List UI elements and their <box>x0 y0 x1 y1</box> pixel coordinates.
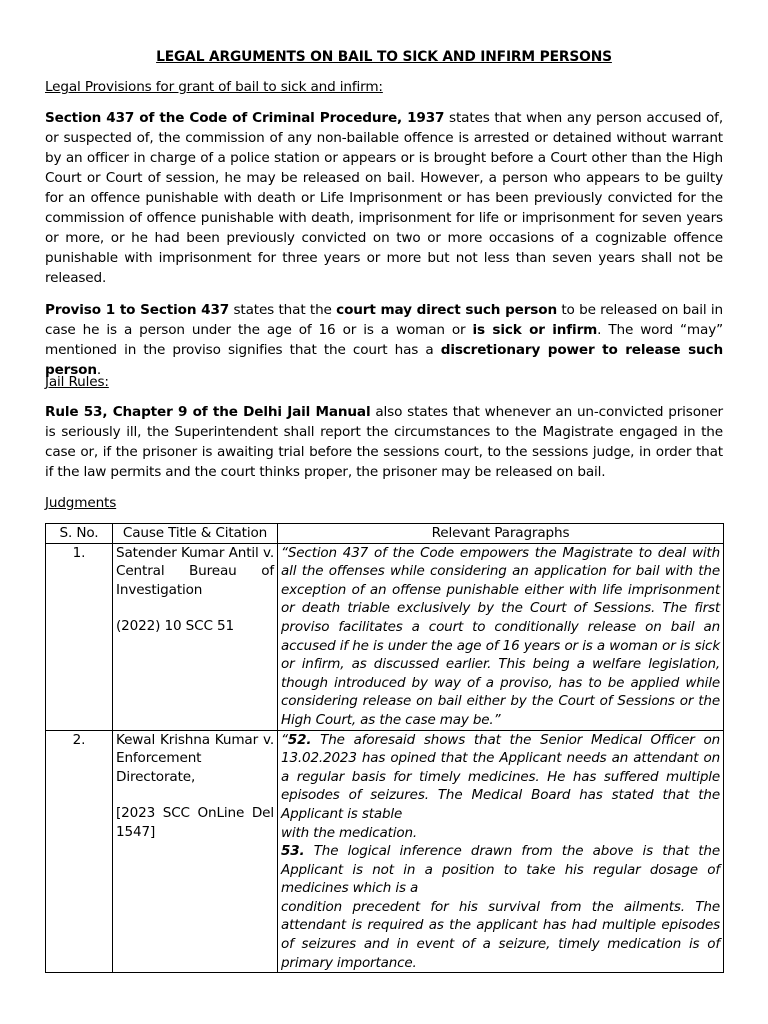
column-header-cause-title: Cause Title & Citation <box>113 524 278 544</box>
case-citation: (2022) 10 SCC 51 <box>116 618 234 635</box>
paragraph-section-437-text: states that when any person accused of, or suspected of, the commission of any non-bailable offence is arrested or detained without warrant by an officer in charge of a police station or appears or is brought before a Court other than the High Court or Court of session, he may be released on bail. However, a person who appears to be guilty for an offence punishable with death or Life Imprisonment or has been previously convicted for the commission of offence punishable with death, imprisonment for life or imprisonment for seven years or more, or he had been previously convicted on two or more occasions of a cognizable offence punishable with imprisonment for three years or more but not less than seven years shall not be released. <box>45 110 723 286</box>
case-citation: [2023 SCC OnLine Del 1547] <box>116 805 274 840</box>
proviso-bold-4: discretionary power to release such person <box>45 342 723 378</box>
quote-paragraph-52: “52. The aforesaid shows that the Senior Medical Officer on 13.02.2023 has opined that the Applicant needs an attendant on a regular basis for timely medicines. He has suffered multiple episodes of seizures. The Medical Board has stated that the Applicant is stable <box>281 731 720 822</box>
proviso-bold-3: is sick or infirm <box>472 322 598 338</box>
case-title: Satender Kumar Antil v. Central Bureau of Investigation <box>116 544 274 598</box>
table-row <box>46 730 724 973</box>
proviso-text-3: . The word “may” mentioned in the proviso signifies that the court has a <box>45 322 723 358</box>
row-serial-number: 2. <box>46 730 113 973</box>
judgments-table <box>45 523 724 973</box>
proviso-bold-1: Proviso 1 to Section 437 <box>45 302 230 318</box>
quote-paragraph-52-cont: with the medication. <box>281 824 418 841</box>
row-serial-number: 1. <box>46 543 113 730</box>
document-title: LEGAL ARGUMENTS ON BAIL TO SICK AND INFIRM PERSONS <box>156 49 612 65</box>
quote-paragraph-53: 53. The logical inference drawn from the above is that the Applicant is not in a position to take his regular dosage of medicines which is a <box>281 843 720 897</box>
column-header-relevant-paragraphs: Relevant Paragraphs <box>278 524 724 544</box>
paragraph-rule-53-text: also states that whenever an un-convicted prisoner is seriously ill, the Superintendent shall report the circumstances to the Magistrate engaged in the case or, if the prisoner is awaiting trial before the sessions court, to the sessions judge, in order that if the law permits and the court thinks proper, the prisoner may be released on bail. <box>45 404 723 480</box>
paragraph-number-52: 52. <box>287 731 312 748</box>
relevant-paragraph-cell: “Section 437 of the Code empowers the Magistrate to deal with all the offenses while considering an application for bail with the exception of an offense punishable either with life imprisonment or death triable exclusively by the Court of Sessions. The first proviso facilitates a court to conditionally release on bail an accused if he is under the age of 16 years or is a woman or is sick or infirm, as discussed earlier. This being a welfare legislation, though introduced by way of a proviso, has to be applied while considering release on bail either by the Court of Sessions or the High Court, as the case may be.” <box>278 543 724 730</box>
quote-paragraph-53-cont: condition precedent for his survival from the ailments. The attendant is required as the applicant has had multiple episodes of seizures and in event of a seizure, timely medication is of primary importance. <box>281 898 720 971</box>
paragraph-rule-53 <box>45 402 723 482</box>
proviso-text-1: states that the <box>229 302 337 318</box>
paragraph-section-437 <box>45 108 723 288</box>
paragraph-proviso-1 <box>45 300 723 380</box>
paragraph-section-437-bold: Section 437 of the Code of Criminal Procedure, 1937 <box>45 110 445 126</box>
paragraph-rule-53-bold: Rule 53, Chapter 9 of the Delhi Jail Manual <box>45 404 371 420</box>
table-row <box>46 543 724 730</box>
proviso-bold-2: court may direct such person <box>336 302 557 318</box>
cause-title-cell <box>113 730 278 973</box>
proviso-text-2: to be released on bail in case he is a person under the age of 16 or is a woman or <box>45 302 723 338</box>
table-header-row <box>46 524 724 544</box>
cause-title-cell <box>113 543 278 730</box>
paragraph-number-53: 53. <box>281 843 305 860</box>
proviso-text-4: . <box>96 362 102 378</box>
relevant-paragraph-cell <box>278 730 724 973</box>
column-header-sno: S. No. <box>46 524 113 544</box>
heading-judgments: Judgments <box>45 495 117 511</box>
case-title: Kewal Krishna Kumar v. Enforcement Directorate, <box>116 731 274 785</box>
heading-legal-provisions: Legal Provisions for grant of bail to sick and infirm: <box>45 79 383 95</box>
heading-jail-rules: Jail Rules: <box>45 374 109 390</box>
